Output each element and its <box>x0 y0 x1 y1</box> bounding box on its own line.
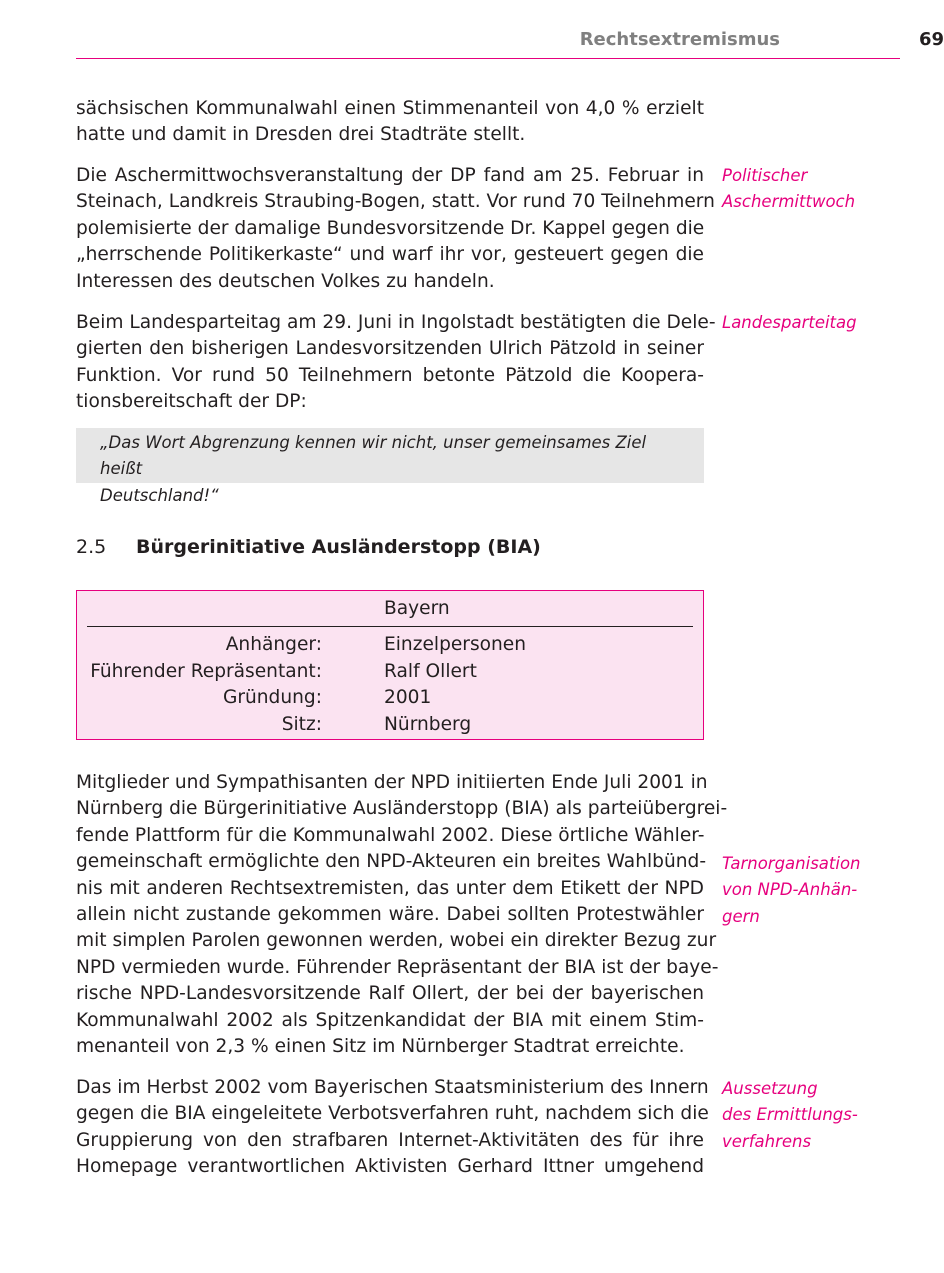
text-line: Steinach, Landkreis Straubing-Bogen, statt. Vor rund 70 Teilnehmern <box>76 191 715 213</box>
text-line: gegen die BIA eingeleitete Verbotsverfahren ruht, nachdem sich die <box>76 1103 709 1125</box>
quote-line: Deutschland!“ <box>100 485 219 505</box>
info-row-repraesentant <box>77 659 703 685</box>
paragraph-aschermittwoch <box>76 163 715 295</box>
text-line: Beim Landesparteitag am 29. Juni in Ingolstadt bestätigten die Dele- <box>76 312 716 333</box>
info-box-divider <box>87 626 693 627</box>
text-line: Homepage verantwortlichen Aktivisten Gerhard Ittner umgehend <box>76 1156 704 1178</box>
section-title: Bürgerinitiative Ausländerstopp (BIA) <box>136 536 541 558</box>
text-line: polemisierte der damalige Bundesvorsitzende Dr. Kappel gegen die <box>76 217 705 239</box>
text-line: hatte und damit in Dresden drei Stadträte stellt. <box>76 124 526 146</box>
info-label: Führender Repräsentant: <box>90 660 322 682</box>
info-box-state: Bayern <box>384 598 450 619</box>
section-number: 2.5 <box>76 536 107 558</box>
text-line: menanteil von 2,3 % einen Sitz im Nürnberger Stadtrat erreichte. <box>76 1036 685 1058</box>
text-line: tionsbereitschaft der DP: <box>76 391 307 413</box>
margin-note-landesparteitag: Landesparteitag <box>722 313 857 332</box>
margin-note-aussetzung: Aussetzung des Ermittlungs- verfahrens <box>722 1079 858 1151</box>
text-line: mit simplen Parolen gewonnen werden, wobei ein direkter Bezug zur <box>76 930 717 952</box>
page-number: 69 <box>918 29 944 50</box>
text-line: NPD vermieden wurde. Führender Repräsentant der BIA ist der baye- <box>76 956 719 978</box>
quote-line: „Das Wort Abgrenzung kennen wir nicht, unser gemeinsames Ziel heißt <box>100 433 647 479</box>
info-row-anhaenger <box>77 632 703 658</box>
text-line: fende Plattform für die Kommunalwahl 2002. Diese örtliche Wähler- <box>76 824 705 846</box>
paragraph-bia-gruendung <box>76 770 728 1060</box>
text-line: sächsischen Kommunalwahl einen Stimmenanteil von 4,0 % erzielt <box>76 98 704 119</box>
margin-note-tarnorganisation: Tarnorganisation von NPD-Anhän- gern <box>722 854 861 926</box>
paragraph-landesparteitag <box>76 310 716 416</box>
text-line: allein nicht zustande gekommen wäre. Dabei sollten Protestwähler <box>76 904 704 926</box>
text-line: gierten den bisherigen Landesvorsitzenden Ulrich Pätzold in seiner <box>76 338 704 360</box>
organization-info-box <box>76 590 704 740</box>
text-line: Funktion. Vor rund 50 Teilnehmern betonte Pätzold die Kooperа- <box>76 364 704 386</box>
text-line: Nürnberg die Bürgerinitiative Ausländerstopp (BIA) als parteiübergrei- <box>76 798 728 820</box>
section-heading <box>76 534 541 560</box>
text-line: Interessen des deutschen Volkes zu handeln. <box>76 270 495 292</box>
text-line: Kommunalwahl 2002 als Spitzenkandidat der BIA mit einem Stim- <box>76 1009 704 1031</box>
text-line: Das im Herbst 2002 vom Bayerischen Staatsministerium des Innern <box>76 1077 709 1098</box>
text-line: Mitglieder und Sympathisanten der NPD initiierten Ende Juli 2001 in <box>76 772 708 793</box>
info-label: Gründung: <box>222 687 322 708</box>
info-value: Einzelpersonen <box>384 634 527 655</box>
text-line: Die Aschermittwochsveranstaltung der DP fand am 25. Februar in <box>76 165 704 186</box>
text-line: nis mit anderen Rechtsextremisten, das unter dem Etikett der NPD <box>76 877 704 899</box>
quote-box <box>76 428 704 505</box>
info-value: Ralf Ollert <box>384 660 477 682</box>
info-row-sitz <box>77 712 703 738</box>
info-label: Anhänger: <box>225 634 322 655</box>
info-value: 2001 <box>384 687 432 708</box>
info-label: Sitz: <box>281 713 322 735</box>
info-row-gruendung <box>77 685 703 711</box>
text-line: rische NPD-Landesvorsitzende Ralf Ollert, der bei der bayerischen <box>76 983 704 1005</box>
paragraph-kommunalwahl <box>76 96 704 149</box>
running-title: Rechtsextremismus <box>579 29 780 50</box>
text-line: gemeinschaft ermöglichte den NPD-Akteuren ein breites Wahlbünd- <box>76 851 707 873</box>
text-line: „herrschende Politikerkaste“ und warf ihr vor, gesteuert gegen die <box>76 244 704 266</box>
text-line: Gruppierung von den strafbaren Internet-Aktivitäten des für ihre <box>76 1129 704 1151</box>
info-value: Nürnberg <box>384 713 472 735</box>
margin-note-politischer-aschermittwoch: Politischer Aschermittwoch <box>722 166 856 212</box>
paragraph-verbotsverfahren <box>76 1075 709 1181</box>
page-header <box>76 0 944 59</box>
